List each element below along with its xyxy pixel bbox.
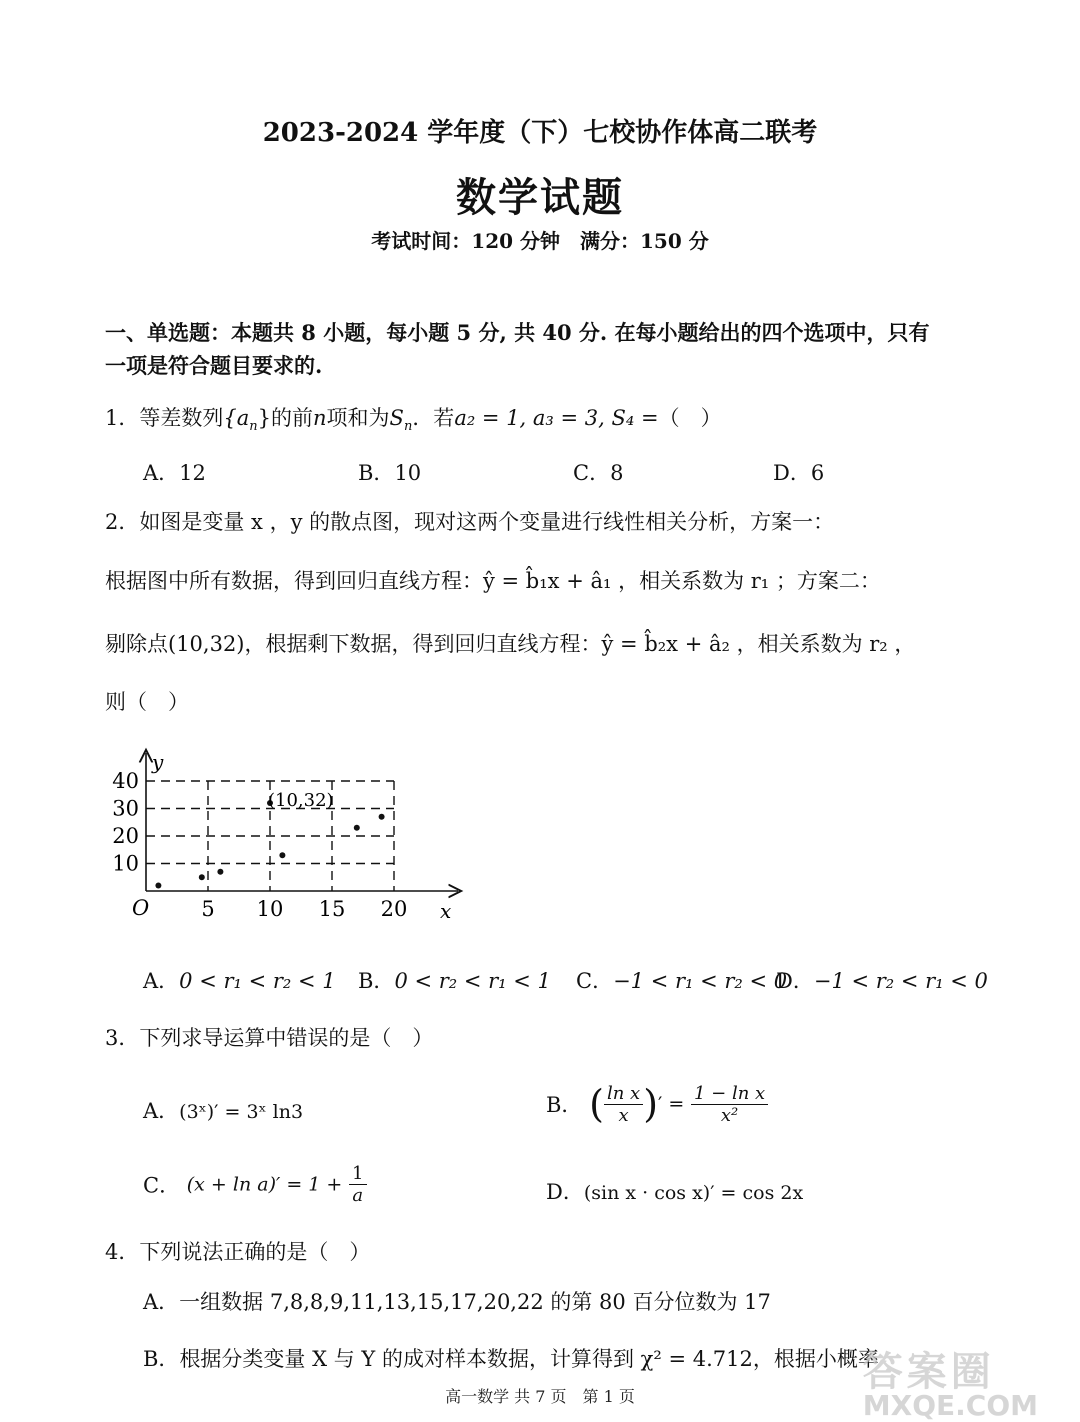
option-label: B． — [358, 969, 395, 993]
question-3 — [105, 1022, 433, 1052]
q1-paren: （ ） — [658, 406, 722, 430]
paren-right: ) — [643, 1082, 659, 1126]
watermark-cn: 答案圈 — [862, 1349, 995, 1395]
fraction-denominator: x² — [720, 1104, 739, 1126]
option-label: A． — [143, 1099, 180, 1123]
y-tick-label: 20 — [112, 824, 139, 848]
data-point — [217, 869, 223, 875]
q1-seq-sub: n — [249, 419, 258, 435]
q1-condition: a₂ = 1, a₃ = 3, S₄ = — [454, 406, 659, 430]
fraction-result — [691, 1083, 768, 1126]
option-label: B． — [143, 1347, 180, 1371]
q3-option-d[interactable] — [546, 1176, 803, 1206]
x-tick-label: 15 — [318, 897, 346, 921]
option-text: (3ˣ)′ = 3ˣ ln3 — [179, 1101, 304, 1123]
q1-option-a[interactable] — [143, 457, 206, 487]
option-text: 12 — [179, 461, 206, 485]
q2-option-a[interactable] — [143, 965, 336, 995]
section-heading: 一、单选题：本题共 8 小题，每小题 5 分, 共 40 分. 在每小题给出的四个选项中，只有一项是符合题目要求的. — [105, 320, 930, 378]
fraction-denominator: a — [352, 1185, 364, 1206]
q1-n: n — [313, 406, 327, 430]
fraction-lnx-over-x — [604, 1083, 643, 1126]
watermark-en: MXQE.COM — [862, 1389, 1038, 1422]
x-axis-label: x — [440, 899, 452, 923]
data-point — [279, 852, 285, 858]
exam-title: 2023-2024 学年度（下）七校协作体高二联考 — [262, 118, 818, 148]
option-label: D． — [776, 969, 814, 993]
q2-option-b[interactable] — [358, 965, 551, 995]
x-tick-label: 20 — [380, 897, 408, 921]
y-tick-label: 30 — [112, 796, 139, 821]
q1-option-c[interactable] — [573, 457, 623, 487]
q1-option-b[interactable] — [358, 457, 421, 487]
option-label: A． — [143, 969, 180, 993]
fraction-numerator: ln x — [604, 1083, 643, 1105]
subject-title: 数学试题 — [456, 174, 624, 221]
question-2-line-1 — [105, 506, 834, 536]
q1-seq-close: } — [257, 406, 272, 430]
q2-option-d[interactable] — [776, 965, 988, 995]
y-tick-label: 10 — [112, 851, 139, 876]
data-point — [379, 814, 385, 820]
question-2-line-3: 剔除点(10,32)，根据剩下数据，得到回归直线方程：ŷ = b̂₂x + â₂ ，相关系数为 r₂ ， — [105, 632, 916, 656]
q1-text-d: ．若 — [412, 406, 455, 430]
origin-label: O — [132, 896, 150, 920]
option-text: 根据分类变量 X 与 Y 的成对样本数据，计算得到 χ² = 4.712，根据小概率 — [179, 1347, 879, 1371]
q4-option-b[interactable] — [143, 1343, 879, 1373]
q3-option-a[interactable] — [143, 1095, 303, 1125]
q3-number: 3． — [105, 1026, 140, 1050]
page-footer: 高一数学 共 7 页 第 1 页 — [445, 1387, 635, 1406]
data-point — [199, 874, 205, 880]
y-axis-label: y — [152, 750, 164, 774]
scatter-chart — [110, 745, 480, 930]
q4-text: 下列说法正确的是（ ） — [139, 1240, 371, 1264]
option-label: D． — [773, 461, 811, 485]
q3-option-b[interactable] — [546, 1082, 768, 1126]
x-tick-label: 5 — [201, 897, 215, 921]
fraction-numerator: 1 — [349, 1163, 366, 1185]
question-2-line-2: 根据图中所有数据，得到回归直线方程：ŷ = b̂₁x + â₁ ，相关系数为 r₁ ；方案二： — [105, 569, 881, 593]
q2-number: 2． — [105, 510, 140, 534]
q1-text-c: 项和为 — [326, 406, 390, 430]
question-2-line-4: 则（ ） — [105, 690, 189, 714]
watermark-logo — [863, 1340, 1038, 1422]
question-1 — [105, 402, 722, 434]
q4-number: 4． — [105, 1240, 140, 1264]
q2-line1: 如图是变量 x ，y 的散点图，现对这两个变量进行线性相关分析，方案一： — [139, 510, 835, 534]
option-label: D． — [546, 1180, 584, 1204]
option-label: B． — [546, 1093, 583, 1117]
option-text: −1 < r₂ < r₁ < 0 — [813, 969, 988, 993]
q2-option-c[interactable] — [576, 965, 787, 995]
q3-option-c[interactable] — [143, 1163, 367, 1206]
chart-ticks — [112, 769, 407, 921]
option-text: (x + ln a)′ = 1 + — [186, 1173, 343, 1196]
data-point — [354, 825, 360, 831]
prime-equals: ′ = — [658, 1093, 685, 1115]
fraction-denominator: x — [618, 1104, 629, 1126]
q3-text: 下列求导运算中错误的是（ ） — [139, 1026, 434, 1050]
option-text: 10 — [394, 461, 422, 485]
paren-left: ( — [589, 1082, 604, 1126]
question-4 — [105, 1236, 370, 1266]
q1-text-b: 的前 — [271, 406, 314, 430]
fraction-1-over-a — [349, 1163, 366, 1206]
option-label: C． — [573, 461, 611, 485]
exam-meta: 考试时间：120 分钟 满分：150 分 — [371, 229, 709, 253]
option-text: 6 — [810, 461, 825, 485]
option-label: A． — [143, 1290, 180, 1314]
fraction-numerator: 1 − ln x — [691, 1083, 768, 1105]
option-text: 0 < r₁ < r₂ < 1 — [179, 969, 336, 993]
option-label: A． — [143, 461, 180, 485]
q1-option-d[interactable] — [773, 457, 824, 487]
option-text: 8 — [610, 461, 624, 485]
option-label: C． — [576, 969, 614, 993]
point-annotation: (10,32) — [268, 790, 334, 811]
y-tick-label: 40 — [112, 769, 139, 793]
option-text: 0 < r₂ < r₁ < 1 — [394, 969, 551, 993]
option-text: (sin x · cos x)′ = cos 2x — [583, 1182, 804, 1204]
data-point — [155, 883, 161, 889]
option-label: C． — [143, 1173, 181, 1198]
option-text: 一组数据 7,8,8,9,11,13,15,17,20,22 的第 80 百分位数为 17 — [179, 1290, 771, 1314]
q1-S: S — [389, 406, 404, 430]
q4-option-a[interactable] — [143, 1286, 771, 1316]
q1-text-a: 等差数列 — [139, 406, 224, 430]
q1-S-sub: n — [403, 419, 413, 435]
q1-seq: {a — [223, 406, 250, 430]
option-text: −1 < r₁ < r₂ < 0 — [613, 969, 788, 993]
option-label: B． — [358, 461, 395, 485]
x-tick-label: 10 — [256, 897, 284, 921]
q1-number: 1． — [105, 406, 140, 430]
